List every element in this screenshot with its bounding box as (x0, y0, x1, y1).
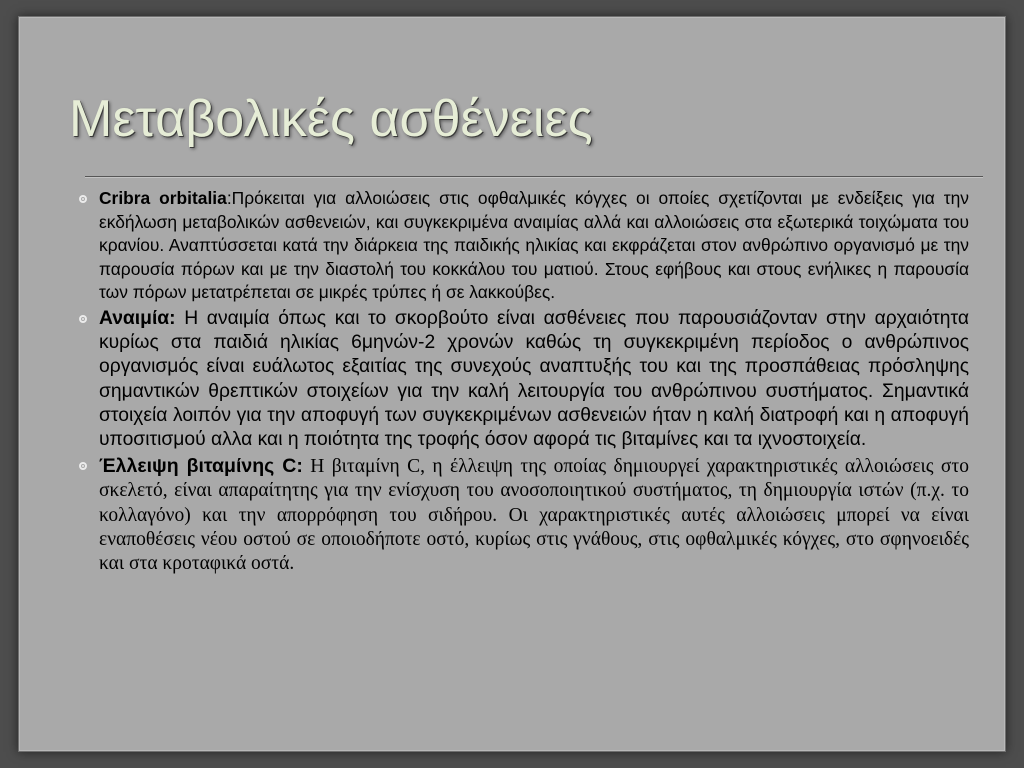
slide-title: Μεταβολικές ασθένειες (69, 90, 593, 148)
bullet-term: Cribra orbitalia (99, 188, 227, 208)
bullet-term: Έλλειψη βιταμίνης C: (99, 455, 303, 478)
bullet-anaemia (79, 307, 969, 452)
title-divider (85, 176, 983, 178)
slide-frame (18, 16, 1006, 752)
bullet-text: Η αναιμία όπως και το σκορβούτο είναι ασθένειες που παρουσιάζονταν στην αρχαιότητα κυρίως στα παιδιά ηλικίας 6μηνών-2 χρονών καθώς τη συγκεκριμένη περίοδος ο ανθρώπινος οργανισμός είναι ευάλωτος εξαιτίας της συνεχούς αναπτυξής του και της προσπάθειας πρόσληψης σημαντικών θρεπτικών στοιχείων για την καλή λειτουργία του ανθρώπινου συστήματος. Σημαντικά στοιχεία λοιπόν για την αποφυγή των συγκεκριμένων ασθενειών ήταν η καλή διατροφή και η αποφυγή υποσιτισμού αλλα και η ποιότητα της τροφής όσον αφορά τις βιταμίνες και τα ιχνοστοιχεία. (99, 307, 969, 450)
bullet-cribra-orbitalia (79, 187, 969, 305)
bullet-text: Η βιταμίνη C, η έλλειψη της οποίας δημιουργεί χαρακτηριστικές αλλοιώσεις στο σκελετό, είναι απαραίτητης για την ενίσχυση του ανοσοποιητικού συστήματος, τη δημιουργία ιστών (π.χ. το κολλαγόνο) και την απορρόφηση του σιδήρου. Οι χαρακτηριστικές αυτές αλλοιώσεις μπορεί να είναι εναποθέσεις νέου οστού σε οποιοδήποτε οστό, κυρίως στις γνάθους, στις οφθαλμικές κόγχες, στο σφηνοειδές και στα κροταφικά οστά. (99, 456, 969, 574)
bullet-text: Πρόκειται για αλλοιώσεις στις οφθαλμικές κόγχες οι οποίες σχετίζονται με ενδείξεις για την εκδήλωση μεταβολικών ασθενειών, και συγκεκριμένα αναιμίας αλλά και αλλοιώσεις στα εξωτερικά τοιχώματα του κρανίου. Αναπτύσσεται κατά την διάρκεια της παιδικής ηλικίας και εκφράζεται στον ανθρώπινο οργανισμό με την παρουσία πόρων και με την διαστολή του κοκκάλου του ματιού. Στους εφήβους και στους ενήλικες η παρουσία των πόρων μετατρέπεται σε μικρές τρύπες ή σε λακκούβες. (99, 188, 970, 303)
bullet-vitamin-c-deficiency (79, 454, 969, 576)
bullet-circle-icon (79, 315, 87, 323)
bullet-term-separator: : (226, 188, 232, 208)
bullet-circle-icon (79, 195, 87, 203)
bullet-list (79, 187, 969, 576)
bullet-term: Αναιμία: (99, 307, 176, 329)
bullet-circle-icon (79, 462, 87, 470)
